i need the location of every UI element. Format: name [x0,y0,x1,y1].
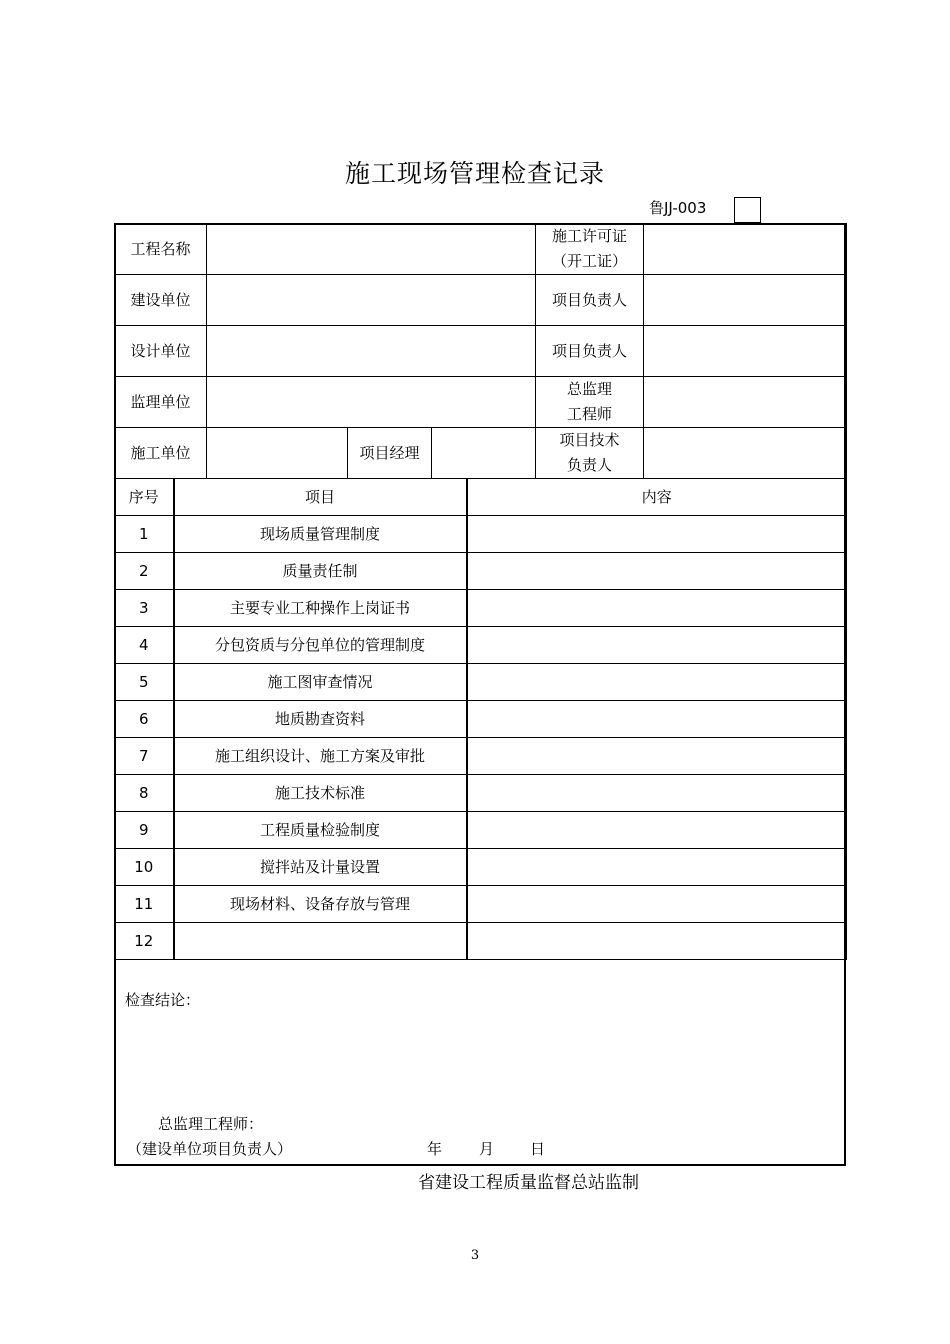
row-item: 工程质量检验制度 [174,812,467,849]
row-content-field[interactable] [467,627,847,664]
owner-unit-label: 建设单位 [115,275,207,326]
conclusion-label: 检查结论： [125,991,201,1009]
table-row [115,701,847,738]
project-manager-label: 项目经理 [348,428,432,479]
row-item: 现场材料、设备存放与管理 [174,886,467,923]
project-manager-field[interactable] [432,428,536,479]
table-row [115,923,847,960]
form-code: 鲁JJ-003 [649,199,707,217]
row-item [174,923,467,960]
info-row-construction [115,428,847,479]
row-content-field[interactable] [467,701,847,738]
row-item: 质量责任制 [174,553,467,590]
table-row [115,553,847,590]
row-content-field[interactable] [467,886,847,923]
row-no: 9 [115,812,174,849]
row-item: 施工图审查情况 [174,664,467,701]
date-month: 月 [479,1140,495,1158]
inspection-items-table [114,478,847,960]
row-item: 现场质量管理制度 [174,516,467,553]
row-item: 施工技术标准 [174,775,467,812]
info-row-design [115,326,847,377]
table-row [115,775,847,812]
table-row [115,627,847,664]
row-content-field[interactable] [467,664,847,701]
table-row [115,738,847,775]
row-content-field[interactable] [467,590,847,627]
info-row-project [115,224,847,275]
row-no: 7 [115,738,174,775]
header-item: 项目 [174,479,467,516]
row-no: 4 [115,627,174,664]
row-no: 12 [115,923,174,960]
info-row-owner [115,275,847,326]
row-item: 施工组织设计、施工方案及审批 [174,738,467,775]
owner-pm-signature-label: （建设单位项目负责人） [127,1140,293,1158]
page-title: 施工现场管理检查记录 [344,159,605,188]
issuer-footer: 省建设工程质量监督总站监制 [418,1173,639,1193]
table-row [115,516,847,553]
row-content-field[interactable] [467,738,847,775]
row-no: 8 [115,775,174,812]
row-content-field[interactable] [467,849,847,886]
chief-supervisor-label: 总监理 工程师 [536,377,644,428]
row-item: 分包资质与分包单位的管理制度 [174,627,467,664]
owner-pm-label: 项目负责人 [536,275,644,326]
row-content-field[interactable] [467,812,847,849]
row-no: 11 [115,886,174,923]
row-content-field[interactable] [467,775,847,812]
row-item: 主要专业工种操作上岗证书 [174,590,467,627]
design-pm-field[interactable] [644,326,847,377]
page-number: 3 [470,1248,480,1263]
header-no: 序号 [115,479,174,516]
row-content-field[interactable] [467,516,847,553]
row-item: 搅拌站及计量设置 [174,849,467,886]
project-name-label: 工程名称 [115,224,207,275]
table-row [115,849,847,886]
design-unit-label: 设计单位 [115,326,207,377]
table-row [115,886,847,923]
chief-engineer-signature-label: 总监理工程师： [158,1115,264,1133]
row-item: 地质勘查资料 [174,701,467,738]
construction-unit-label: 施工单位 [115,428,207,479]
date-day: 日 [530,1140,546,1158]
table-row [115,812,847,849]
code-number-box[interactable] [734,197,761,223]
tech-lead-label: 项目技术 负责人 [536,428,644,479]
items-header-row [115,479,847,516]
supervision-unit-field[interactable] [207,377,536,428]
row-no: 1 [115,516,174,553]
info-row-supervision [115,377,847,428]
project-info-table [114,223,847,479]
construction-unit-field[interactable] [207,428,348,479]
row-no: 5 [115,664,174,701]
header-content: 内容 [467,479,847,516]
row-content-field[interactable] [467,923,847,960]
chief-supervisor-field[interactable] [644,377,847,428]
row-no: 6 [115,701,174,738]
row-no: 10 [115,849,174,886]
table-row [115,664,847,701]
tech-lead-field[interactable] [644,428,847,479]
permit-label: 施工许可证 （开工证） [536,224,644,275]
row-no: 3 [115,590,174,627]
table-row [115,590,847,627]
design-unit-field[interactable] [207,326,536,377]
date-year: 年 [427,1140,443,1158]
owner-unit-field[interactable] [207,275,536,326]
row-no: 2 [115,553,174,590]
owner-pm-field[interactable] [644,275,847,326]
permit-field[interactable] [644,224,847,275]
row-content-field[interactable] [467,553,847,590]
design-pm-label: 项目负责人 [536,326,644,377]
supervision-unit-label: 监理单位 [115,377,207,428]
project-name-field[interactable] [207,224,536,275]
